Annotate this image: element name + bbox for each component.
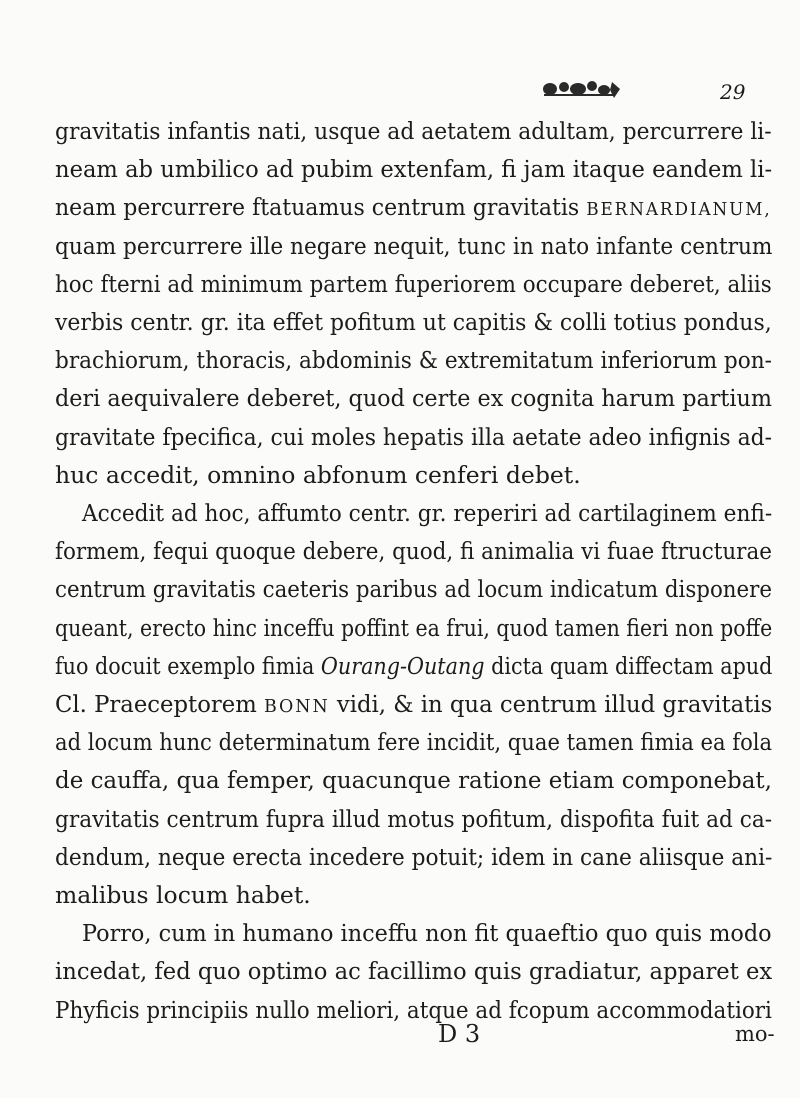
text-segment: vidi, & in qua centrum illud gravitatis bbox=[329, 690, 773, 718]
text-segment: neam percurrere ftatuamus centrum gravitatis bbox=[55, 193, 587, 222]
text-segment: dicta quam diffectam apud bbox=[484, 651, 773, 680]
text-segment: neam ab umbilico ad pubim extenfam, fi jam itaque eandem li- bbox=[55, 155, 773, 184]
text-segment: quam percurrere ille negare nequit, tunc in nato infante centrum bbox=[55, 231, 773, 260]
text-segment: ad locum hunc determinatum fere incidit, quae tamen fimia ea fola bbox=[55, 728, 773, 757]
text-segment: centrum gravitatis caeteris paribus ad locum indicatum disponere bbox=[55, 575, 772, 604]
headpiece-ornament-icon bbox=[540, 74, 624, 104]
text-segment: de cauffa, qua femper, quacunque ratione etiam componebat, bbox=[55, 766, 772, 795]
text-line bbox=[55, 651, 772, 681]
text-segment: formem, fequi quoque debere, quod, fi animalia vi fuae ftructurae bbox=[55, 537, 772, 566]
text-segment: fuo docuit exemplo fimia bbox=[55, 651, 321, 680]
text-segment: gravitate fpecifica, cui moles hepatis illa aetate adeo infignis ad- bbox=[55, 422, 773, 451]
text-line bbox=[55, 765, 772, 795]
text-line bbox=[55, 116, 772, 146]
text-segment: hoc fterni ad minimum partem fuperiorem occupare deberet, aliis bbox=[55, 269, 772, 298]
text-line bbox=[82, 498, 772, 528]
text-line bbox=[55, 269, 772, 299]
signature-mark: D 3 bbox=[438, 1020, 481, 1048]
text-segment: BERNARDIANUM, bbox=[586, 199, 772, 221]
text-line bbox=[55, 307, 772, 337]
text-line bbox=[55, 536, 772, 566]
text-segment: Phyficis principiis nullo meliori, atque ad fcopum accommodatiori bbox=[55, 995, 772, 1024]
text-line bbox=[55, 689, 772, 722]
text-segment: BONN bbox=[264, 696, 330, 717]
text-line bbox=[55, 842, 772, 872]
text-line bbox=[55, 613, 772, 643]
text-line bbox=[55, 460, 581, 490]
text-line bbox=[55, 154, 772, 184]
text-segment: Cl. Praeceptorem bbox=[55, 690, 265, 718]
text-segment: Accedit ad hoc, affumto centr. gr. reperiri ad cartilaginem enfi- bbox=[82, 499, 773, 527]
text-line bbox=[55, 345, 772, 375]
text-line bbox=[55, 383, 772, 413]
text-line bbox=[55, 956, 772, 986]
text-segment: gravitatis centrum fupra illud motus pofitum, dispofita fuit ad ca- bbox=[55, 804, 773, 833]
text-segment: gravitatis infantis nati, usque ad aetatem adultam, percurrere li- bbox=[55, 117, 772, 145]
text-line bbox=[55, 880, 311, 910]
catchword: mo- bbox=[735, 1022, 775, 1046]
text-line bbox=[55, 727, 772, 757]
text-line bbox=[55, 995, 772, 1025]
text-segment: queant, erecto hinc inceffu poffint ea frui, quod tamen fieri non poffe bbox=[55, 613, 773, 642]
text-segment: verbis centr. gr. ita effet pofitum ut capitis & colli totius pondus, bbox=[55, 308, 772, 336]
text-segment: deri aequivalere deberet, quod certe ex cognita harum partium bbox=[55, 384, 772, 413]
page-number: 29 bbox=[720, 80, 746, 104]
text-line bbox=[55, 574, 772, 604]
text-segment: Ourang-Outang bbox=[320, 651, 485, 680]
text-line bbox=[55, 804, 772, 834]
text-segment: Porro, cum in humano inceffu non fit quaeftio quo quis modo bbox=[82, 919, 772, 948]
text-line bbox=[82, 918, 772, 948]
text-line bbox=[55, 231, 772, 261]
text-line bbox=[55, 422, 772, 452]
text-segment: malibus locum habet. bbox=[55, 881, 311, 909]
text-segment: brachiorum, thoracis, abdominis & extremitatum inferiorum pon- bbox=[55, 346, 772, 375]
text-segment: dendum, neque erecta incedere potuit; idem in cane aliisque ani- bbox=[55, 842, 773, 871]
text-line bbox=[55, 192, 772, 225]
text-segment: huc accedit, omnino abfonum cenferi debet. bbox=[55, 460, 581, 489]
text-segment: incedat, fed quo optimo ac facillimo quis gradiatur, apparet ex bbox=[55, 957, 773, 986]
